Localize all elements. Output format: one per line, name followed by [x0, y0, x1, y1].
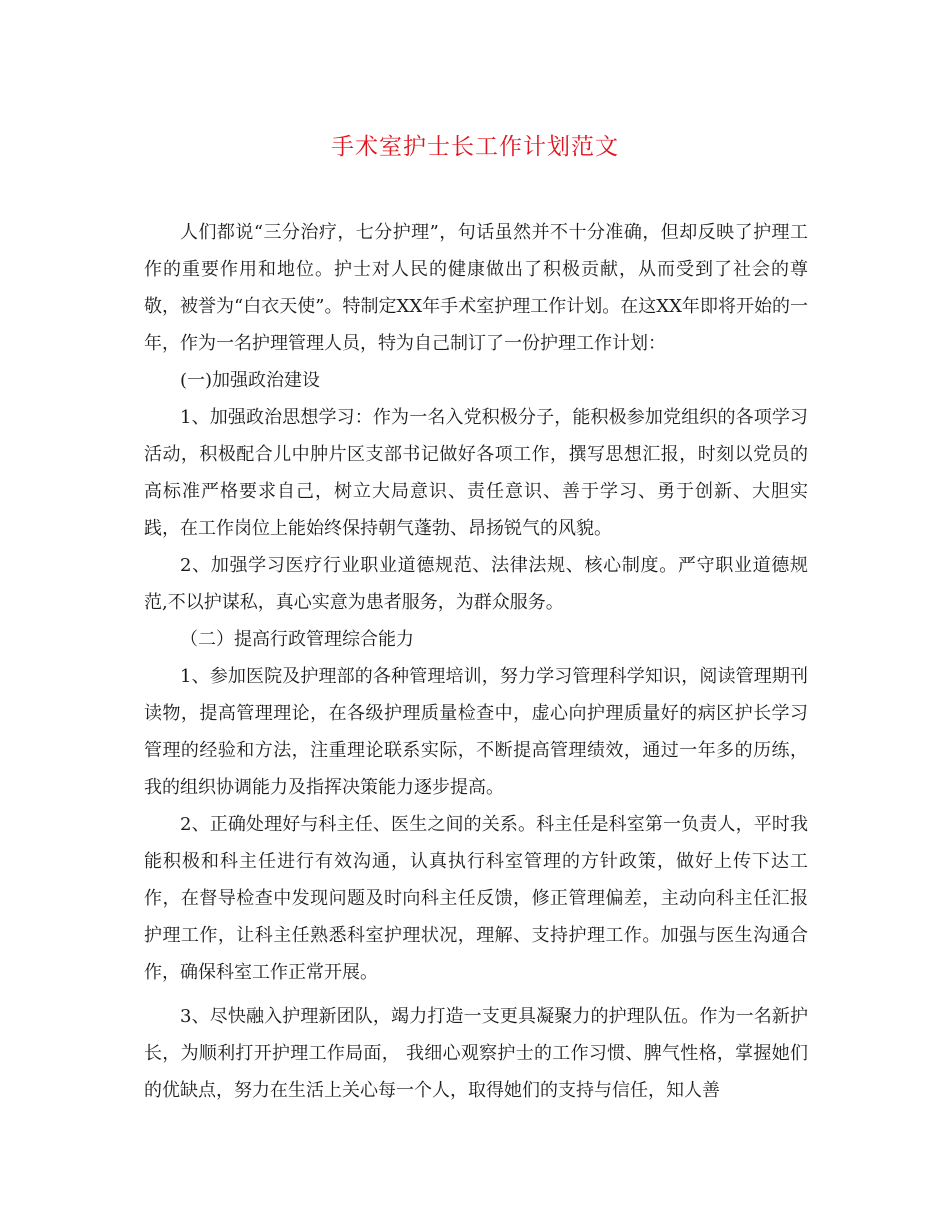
paragraph-ethics-study: 2、加强学习医疗行业职业道德规范、法律法规、核心制度。严守职业道德规范,不以护谋私，真心实意为患者服务，为群众服务。: [144, 555, 808, 613]
paragraph-political-study: 1、加强政治思想学习：作为一名入党积极分子，能积极参加党组织的各项学习活动，积极配合儿中肿片区支部书记做好各项工作，撰写思想汇报，时刻以党员的高标准严格要求自己，树立大局意识、责任意识、善于学习、勇于创新、大胆实践，在工作岗位上能始终保持朝气蓬勃、昂扬锐气的风貌。: [144, 407, 808, 539]
intro-paragraph: 人们都说“三分治疗，七分护理”，句话虽然并不十分准确，但却反映了护理工作的重要作用和地位。护士对人民的健康做出了积极贡献，从而受到了社会的尊敬，被誉为“白衣天使”。特制定XX年手术室护理工作计划。在这XX年即将开始的一年，作为一名护理管理人员，特为自己制订了一份护理工作计划：: [144, 222, 808, 354]
section-heading-management: （二）提高行政管理综合能力: [180, 629, 414, 650]
paragraph-team-building: 3、尽快融入护理新团队，竭力打造一支更具凝聚力的护理队伍。作为一名新护长，为顺利打开护理工作局面， 我细心观察护士的工作习惯、脾气性格，掌握她们的优缺点，努力在生活上关心每一个人，取得她们的支持与信任，知人善: [144, 1006, 808, 1101]
section-heading-political: (一)加强政治建设: [180, 370, 321, 391]
paragraph-management-training: 1、参加医院及护理部的各种管理培训，努力学习管理科学知识，阅读管理期刊读物，提高管理理论，在各级护理质量检查中，虚心向护理质量好的病区护长学习管理的经验和方法，注重理论联系实际，不断提高管理绩效，通过一年多的历练，我的组织协调能力及指挥决策能力逐步提高。: [144, 666, 808, 798]
document-body: [144, 214, 808, 1109]
paragraph-director-relations: 2、正确处理好与科主任、医生之间的关系。科主任是科室第一负责人，平时我能积极和科主任进行有效沟通，认真执行科室管理的方针政策，做好上传下达工作，在督导检查中发现问题及时向科主任反馈，修正管理偏差，主动向科主任汇报护理工作，让科主任熟悉科室护理状况，理解、支持护理工作。加强与医生沟通合作，确保科室工作正常开展。: [144, 814, 808, 983]
document-title: 手术室护士长工作计划范文: [331, 134, 619, 160]
